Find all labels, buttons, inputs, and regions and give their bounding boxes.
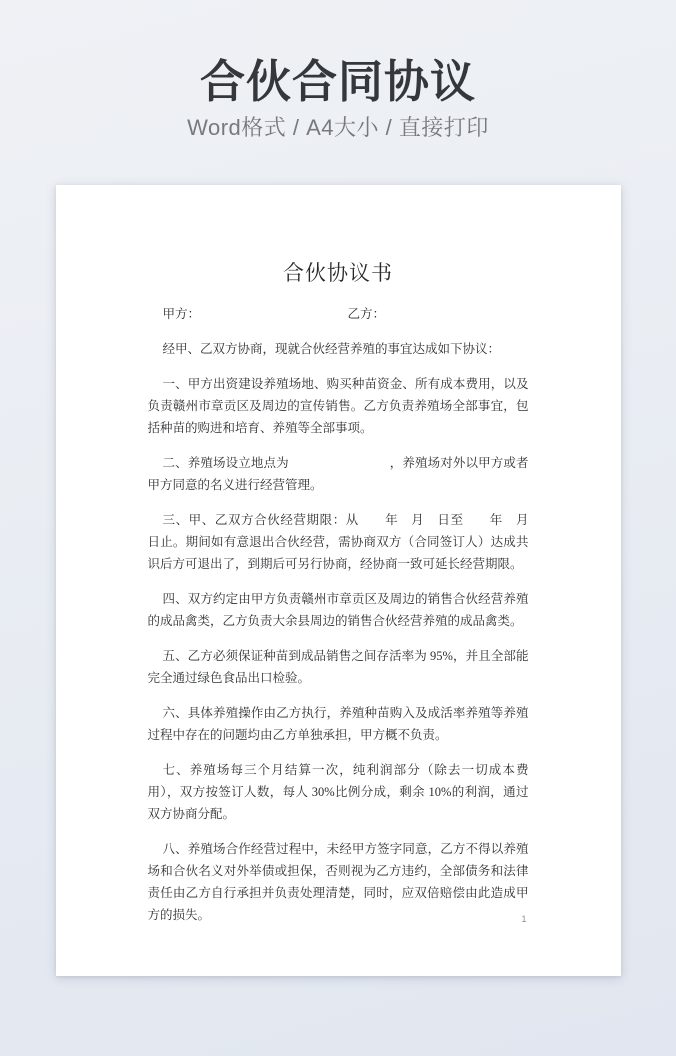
page-subtitle: Word格式 / A4大小 / 直接打印 <box>187 115 489 140</box>
document-title: 合伙协议书 <box>283 262 393 285</box>
clause-paragraph-4: 四、双方约定由甲方负责赣州市章贡区及周边的销售合伙经营养殖的成品禽类，乙方负责大余县周边的销售合伙经营养殖的成品禽类。 <box>147 592 529 628</box>
intro-paragraph: 经甲、乙双方协商，现就合伙经营养殖的事宜达成如下协议： <box>162 342 501 356</box>
preview-header <box>0 0 676 143</box>
clause-paragraph-7: 七、养殖场每三个月结算一次，纯利润部分（除去一切成本费用），双方按签订人数，每人 30%比例分成，剩余 10%的利润，通过双方协商分配。 <box>147 763 529 821</box>
clause-paragraph-1: 一、甲方出资建设养殖场地、购买种苗资金、所有成本费用，以及负责赣州市章贡区及周边的宣传销售。乙方负责养殖场全部事宜，包括种苗的购进和培育、养殖等全部事项。 <box>147 377 529 435</box>
clause-paragraph-6: 六、具体养殖操作由乙方执行，养殖种苗购入及成活率养殖等养殖过程中存在的问题均由乙方单独承担，甲方概不负责。 <box>147 706 529 742</box>
party-b-label: 乙方： <box>347 307 386 321</box>
document-body <box>56 185 621 926</box>
party-a-label: 甲方： <box>162 307 201 321</box>
parties-line <box>148 303 529 325</box>
page-title: 合伙合同协议 <box>199 56 476 107</box>
document-page <box>56 185 621 976</box>
clause-paragraph-3: 三、甲、乙双方合伙经营期限：从 年 月 日至 年 月 日止。期间如有意退出合伙经营，需协商双方（合同签订人）达成共识后方可退出了，到期后可另行协商，经协商一致可延长经营期限。 <box>147 513 542 571</box>
clause-paragraph-2: 二、养殖场设立地点为 ，养殖场对外以甲方或者甲方同意的名义进行经营管理。 <box>147 456 529 492</box>
clause-paragraph-8: 八、养殖场合作经营过程中，未经甲方签字同意，乙方不得以养殖场和合伙名义对外举债或担保，否则视为乙方违约，全部债务和法律责任由乙方自行承担并负责处理清楚，同时，应双倍赔偿由此造成甲方的损失。 <box>147 842 529 922</box>
clause-paragraph-5: 五、乙方必须保证种苗到成品销售之间存活率为 95%，并且全部能完全通过绿色食品出口检验。 <box>147 649 529 685</box>
page-number: 1 <box>521 914 527 924</box>
